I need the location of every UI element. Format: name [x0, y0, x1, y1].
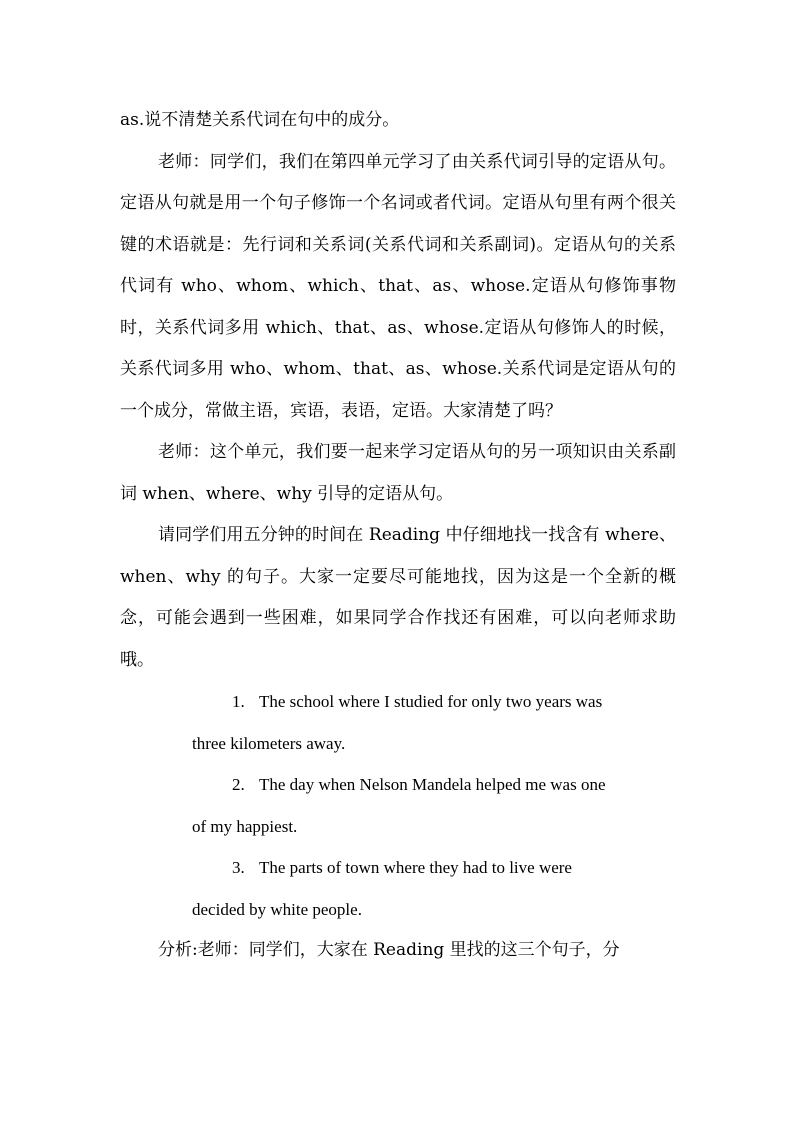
example-item: [120, 681, 676, 764]
example-sentence-line2: three kilometers away.: [192, 733, 346, 753]
example-number: 1.: [232, 692, 245, 711]
example-item: [120, 764, 676, 847]
example-list: [120, 681, 676, 930]
example-sentence-line2: of my happiest.: [192, 816, 298, 836]
example-sentence-line1: The parts of town where they had to live were: [259, 858, 572, 877]
paragraph-teacher-relative-pronouns: 老师：同学们，我们在第四单元学习了由关系代词引导的定语从句。定语从句就是用一个句子修饰一个名词或者代词。定语从句里有两个很关键的术语就是：先行词和关系词(关系代词和关系副词)。定语从句的关系代词有 who、whom、which、that、as、whose.定语从句修饰事物时，关系代词多用 which、that、as、whose.定语从句修饰人的时候，关系代词多用 who、whom、that、as、whose.关系代词是定语从句的一个成分，常做主语，宾语，表语，定语。大家清楚了吗？: [120, 151, 676, 421]
example-number: 2.: [232, 775, 245, 794]
paragraph-analysis: 分析:老师：同学们，大家在 Reading 里找的这三个句子，分: [158, 940, 620, 960]
example-item: [120, 847, 676, 930]
example-number: 3.: [232, 858, 245, 877]
example-sentence-line1: The day when Nelson Mandela helped me was one: [259, 775, 606, 794]
document-body: [120, 100, 676, 972]
paragraph-teacher-relative-adverbs: 老师：这个单元，我们要一起来学习定语从句的另一项知识由关系副词 when、where、why 引导的定语从句。: [120, 442, 676, 504]
example-sentence-line1: The school where I studied for only two years was: [259, 692, 603, 711]
paragraph-intro: as.说不清楚关系代词在句中的成分。: [120, 110, 400, 130]
example-sentence-line2: decided by white people.: [192, 899, 362, 919]
paragraph-reading-task: 请同学们用五分钟的时间在 Reading 中仔细地找一找含有 where、when、why 的句子。大家一定要尽可能地找，因为这是一个全新的概念，可能会遇到一些困难，如果同学合作找还有困难，可以向老师求助哦。: [120, 525, 676, 670]
